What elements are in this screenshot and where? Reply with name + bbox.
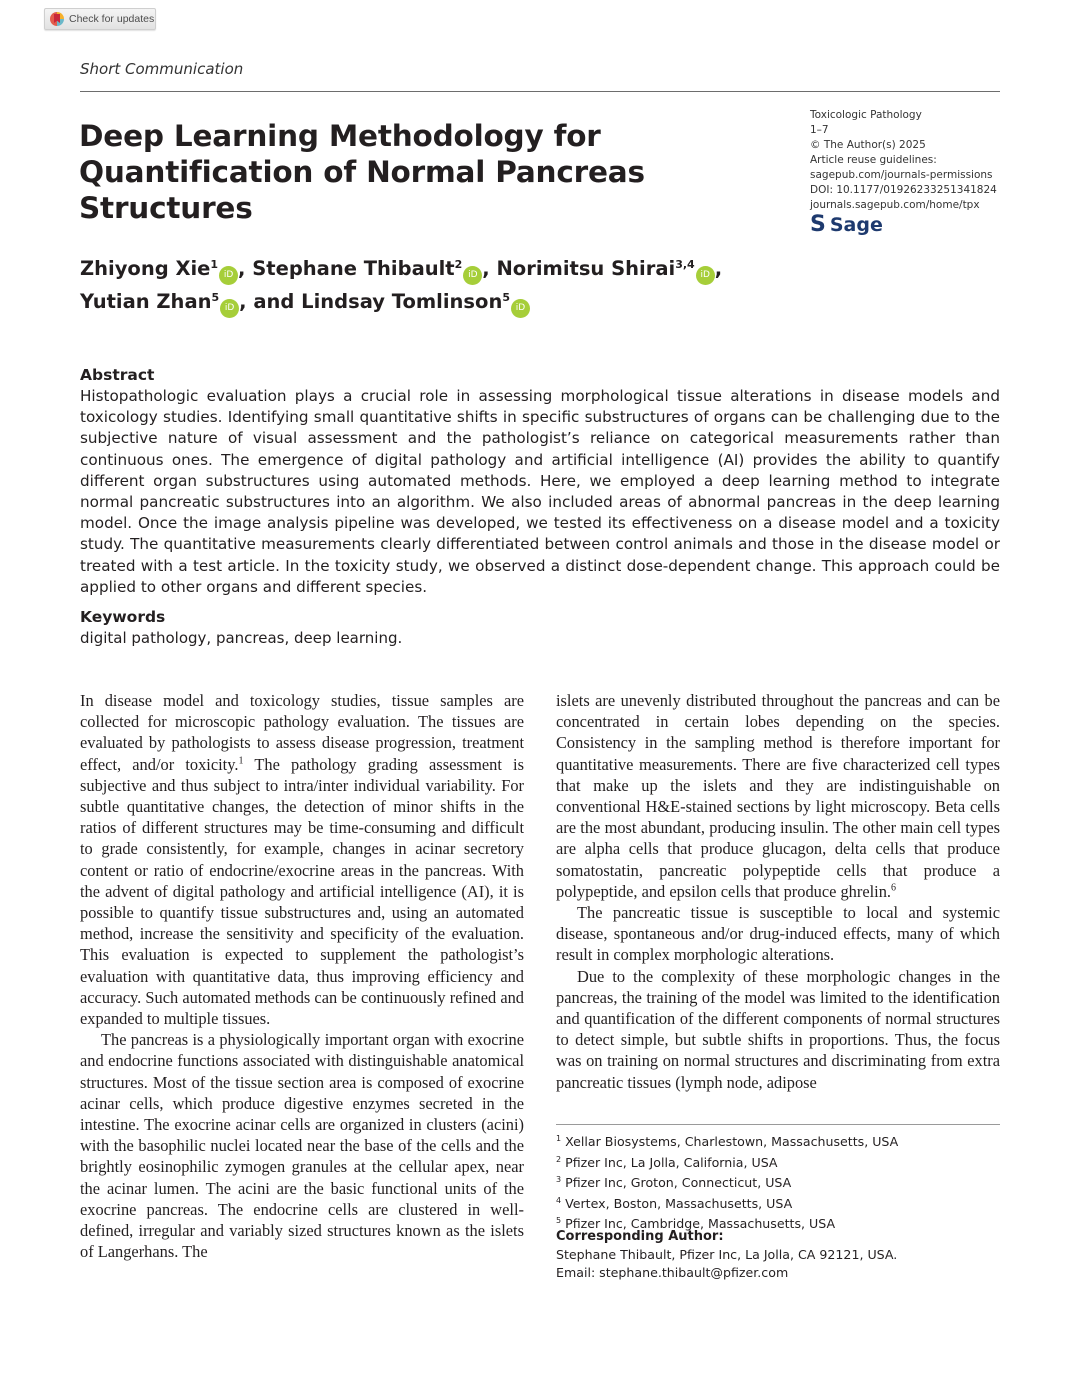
keywords-heading: Keywords xyxy=(80,608,166,626)
author-name: Stephane Thibault xyxy=(252,257,455,280)
publisher-name: Sage xyxy=(829,214,883,236)
affiliation-marker: 5 xyxy=(502,291,510,304)
reuse-label: Article reuse guidelines: xyxy=(810,154,937,166)
affiliation-marker: 3,4 xyxy=(675,258,695,271)
doi-link[interactable]: DOI: 10.1177/01926233251341824 xyxy=(810,184,997,196)
check-for-updates-button[interactable] xyxy=(44,8,156,30)
affiliation-number: 3 xyxy=(556,1175,562,1184)
body-paragraph: The pancreatic tissue is susceptible to local and systemic disease, spontaneous and/or drug-induced effects, many of which result in complex morphologic alterations. xyxy=(556,903,1000,965)
affiliation-text: Xellar Biosystems, Charlestown, Massachusetts, USA xyxy=(565,1134,899,1149)
article-type: Short Communication xyxy=(80,60,244,78)
body-text: In disease model and toxicology studies, tissue samples are collected for microscopic pathology evaluation. The tissues are evaluated by pathologists to assess disease progression, treatment effect, and/or toxicity. xyxy=(80,691,524,774)
affiliation-text: Pfizer Inc, La Jolla, California, USA xyxy=(565,1154,778,1170)
author-name: Yutian Zhan xyxy=(80,290,212,313)
body-text: islets are unevenly distributed throughout the pancreas and can be concentrated in certain lobes depending on the species. Consistency in the sampling method is therefore important for quantitative measurements. There are five characterized cell types that make up the islets and they are indistinguishable on conventional H&E-stained sections by light microscopy. Beta cells are the most abundant, producing insulin. The other main cell types are alpha cells that produce glucagon, delta cells that produce somatostatin, pancreatic polypeptide cells that produce a polypeptide, and epsilon cells that produce ghrelin. xyxy=(556,691,1000,901)
body-column-left xyxy=(80,690,524,1262)
journal-name: Toxicologic Pathology xyxy=(810,109,922,121)
affiliation-number: 4 xyxy=(556,1195,562,1205)
orcid-icon[interactable]: iD xyxy=(220,299,239,318)
page-range: 1–7 xyxy=(810,124,829,136)
author-separator: , xyxy=(482,257,497,280)
body-paragraph xyxy=(556,690,1000,902)
body-paragraph: The pancreas is a physiologically important organ with exocrine and endocrine functions associated with distinguishable anatomical structures. Most of the tissue section area is composed of exocrine acinar cells, which produce digestive enzymes secreted in the intestine. The exocrine acinar cells are organized in clusters (acini) with the basophilic nuclei located near the base of the cells and the brightly eosinophilic zymogen granules at the cellular apex, near the acinar lumen. The acini are the basic functional units of the exocrine pancreas. The endocrine cells are clustered in well-defined, irregular and variably sized structures known as the islets of Langerhans. The xyxy=(80,1030,524,1262)
journal-meta xyxy=(810,108,1010,213)
affiliation-item xyxy=(556,1151,1000,1172)
header-divider xyxy=(80,91,1000,92)
body-paragraph: Due to the complexity of these morphologic changes in the pancreas, the training of the model was limited to the identification and quantification of the different components of normal structures to detect simple, but subtle shifts in proportions. Thus, the focus was on training on normal structures and discriminating from extra pancreatic tissues (lymph node, adipose xyxy=(556,966,1000,1092)
sage-s-icon: S xyxy=(810,212,826,237)
body-text: The pathology grading assessment is subjective and thus subject to intra/inter individual variability. For subtle quantitative changes, the detection of minor shifts in the ratios of different structures may be time-consuming and difficult to grade consistently, for example, changes in acinar secretory content or ratio of endocrine/exocrine areas in the pancreas. With the advent of digital pathology and artificial intelligence (AI), it is possible to quantify tissue substructures and, using an automated method, increase the sensitivity and specificity of the evaluation. This evaluation is expected to supplement the pathologist’s evaluation with quantitative data, thus improving efficiency and accuracy. Such automated methods can be continuously refined and expanded to multiple tissues. xyxy=(80,754,524,1029)
reference-marker[interactable]: 1 xyxy=(238,755,244,767)
keywords-text: digital pathology, pancreas, deep learning. xyxy=(80,629,403,647)
orcid-icon[interactable]: iD xyxy=(696,266,715,285)
affiliation-item xyxy=(556,1130,1000,1151)
corresponding-author-details xyxy=(556,1246,897,1281)
journal-homepage-link[interactable]: journals.sagepub.com/home/tpx xyxy=(810,199,980,211)
corresponding-address: Stephane Thibault, Pfizer Inc, La Jolla, CA 92121, USA. xyxy=(556,1247,898,1262)
orcid-icon[interactable]: iD xyxy=(219,266,238,285)
body-column-right xyxy=(556,690,1000,1093)
author-separator: , xyxy=(714,257,723,280)
orcid-icon[interactable]: iD xyxy=(463,266,482,285)
crossmark-icon xyxy=(50,12,64,26)
affiliation-marker: 2 xyxy=(454,258,463,271)
copyright: © The Author(s) 2025 xyxy=(810,139,926,151)
affiliation-number: 1 xyxy=(556,1134,562,1143)
author-name: Zhiyong Xie xyxy=(80,257,211,280)
affiliation-marker: 5 xyxy=(211,291,220,304)
footnote-divider xyxy=(556,1124,1000,1125)
affiliation-marker: 1 xyxy=(210,258,219,271)
reference-marker[interactable]: 6 xyxy=(891,882,897,894)
corresponding-author-heading: Corresponding Author: xyxy=(556,1229,724,1244)
article-title: Deep Learning Methodology for Quantification of Normal Pancreas Structures xyxy=(79,119,645,225)
check-for-updates-label: Check for updates xyxy=(69,13,155,25)
author-list xyxy=(80,252,780,318)
abstract-text: Histopathologic evaluation plays a crucial role in assessing morphological tissue alterations in disease models and toxicology studies. Identifying small quantitative shifts in specific substructures of organs can be challenging due to the subjective nature of visual assessment and the pathologist’s reliance on categorical measurements rather than continuous ones. The emergence of digital pathology and artificial intelligence (AI) provides the ability to quantify different organ substructures using automated methods. Here, we employed a deep learning method to integrate normal pancreatic substructures into an algorithm. We also included areas of abnormal pancreas in the deep learning model. Once the image analysis pipeline was developed, we tested its effectiveness on a disease model and a toxicity study. The quantitative measurements clearly differentiated between control animals and those in the disease model or treated with a test article. In the toxicity study, we observed a distinct dose-dependent change. This approach could be applied to other organs and different species. xyxy=(80,387,1000,596)
affiliation-item xyxy=(556,1171,1000,1192)
author-name: Lindsay Tomlinson xyxy=(301,290,503,313)
author-name: Norimitsu Shirai xyxy=(496,257,676,280)
abstract-heading: Abstract xyxy=(80,366,155,384)
affiliation-number: 5 xyxy=(556,1216,562,1225)
affiliation-text: Pfizer Inc, Groton, Connecticut, USA xyxy=(565,1175,792,1190)
author-separator: , xyxy=(238,257,253,280)
affiliation-text: Vertex, Boston, Massachusetts, USA xyxy=(565,1195,793,1211)
author-separator: , and xyxy=(239,290,302,313)
affiliation-list xyxy=(556,1130,1000,1233)
corresponding-email[interactable]: Email: stephane.thibault@pfizer.com xyxy=(556,1264,789,1280)
affiliation-number: 2 xyxy=(556,1154,562,1164)
affiliation-text: Pfizer Inc, Cambridge, Massachusetts, USA xyxy=(565,1216,836,1231)
affiliation-item xyxy=(556,1192,1000,1213)
reuse-link[interactable]: sagepub.com/journals-permissions xyxy=(810,169,993,181)
orcid-icon[interactable]: iD xyxy=(511,299,530,318)
body-paragraph xyxy=(80,690,524,1029)
publisher-logo xyxy=(810,214,883,236)
